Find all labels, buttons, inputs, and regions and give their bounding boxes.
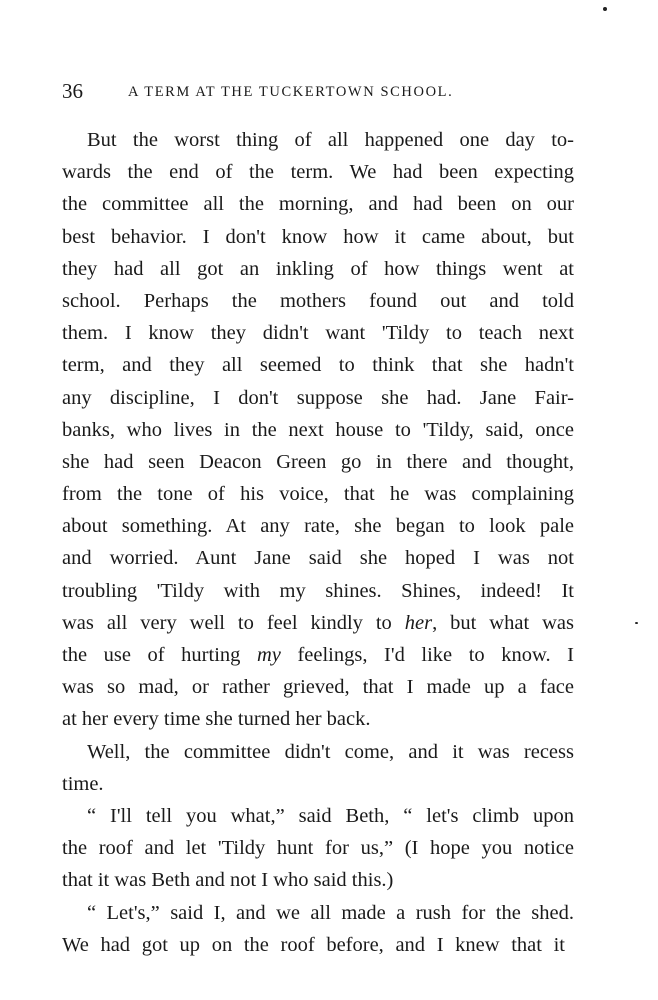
text-line: “ Let's,” said I, and we all made a rush for the shed. (87, 901, 574, 924)
text-line: troubling 'Tildy with my shines. Shines, indeed! It (62, 579, 574, 602)
text-line-end: , but what was (432, 611, 574, 634)
ink-speck (603, 7, 607, 11)
text-line: about something. At any rate, she began to look pale (62, 515, 574, 538)
text-line: that it was Beth and not I who said this.) (62, 869, 394, 892)
page-header (62, 79, 582, 103)
running-title: A TERM AT THE TUCKERTOWN SCHOOL. (128, 84, 454, 100)
text-line: them. I know they didn't want 'Tildy to teach next (62, 322, 574, 345)
text-line: she had seen Deacon Green go in there and thought, (62, 450, 574, 473)
text-line: Well, the committee didn't come, and it was recess (87, 740, 574, 763)
page-number: 36 (62, 79, 83, 103)
text-line: at her every time she turned her back. (62, 708, 371, 731)
text-line: the roof and let 'Tildy hunt for us,” (I hope you notice (62, 837, 574, 860)
text-line: “ I'll tell you what,” said Beth, “ let's climb upon (87, 804, 574, 827)
text-line: was so mad, or rather grieved, that I made up a face (62, 676, 574, 699)
text-line: banks, who lives in the next house to 'Tildy, said, once (62, 418, 574, 441)
text-line: the committee all the morning, and had been on our (62, 193, 574, 216)
text-line: We had got up on the roof before, and I knew that it (62, 933, 565, 956)
text-line: from the tone of his voice, that he was complaining (62, 483, 574, 506)
text-line-end: feelings, I'd like to know. I (280, 644, 574, 666)
text-line (62, 607, 574, 639)
emphasized-word: her (404, 611, 433, 634)
ink-speck (635, 622, 638, 624)
text-line: and worried. Aunt Jane said she hoped I was not (62, 547, 574, 570)
body-text (62, 124, 574, 961)
text-line (62, 639, 574, 671)
text-line: But the worst thing of all happened one day to- (87, 129, 574, 151)
text-line: any discipline, I don't suppose she had. Jane Fair- (62, 386, 574, 409)
text-line-start: was all very well to feel kindly to (62, 611, 405, 634)
text-line: best behavior. I don't know how it came about, but (62, 225, 574, 248)
text-line: wards the end of the term. We had been expecting (62, 161, 574, 184)
text-line-start: the use of hurting (62, 644, 257, 666)
text-line: school. Perhaps the mothers found out and told (62, 289, 574, 312)
text-line: they had all got an inkling of how things went at (62, 257, 574, 280)
text-line: term, and they all seemed to think that she hadn't (62, 354, 574, 377)
emphasized-word: my (256, 644, 281, 666)
text-line: time. (62, 772, 104, 795)
